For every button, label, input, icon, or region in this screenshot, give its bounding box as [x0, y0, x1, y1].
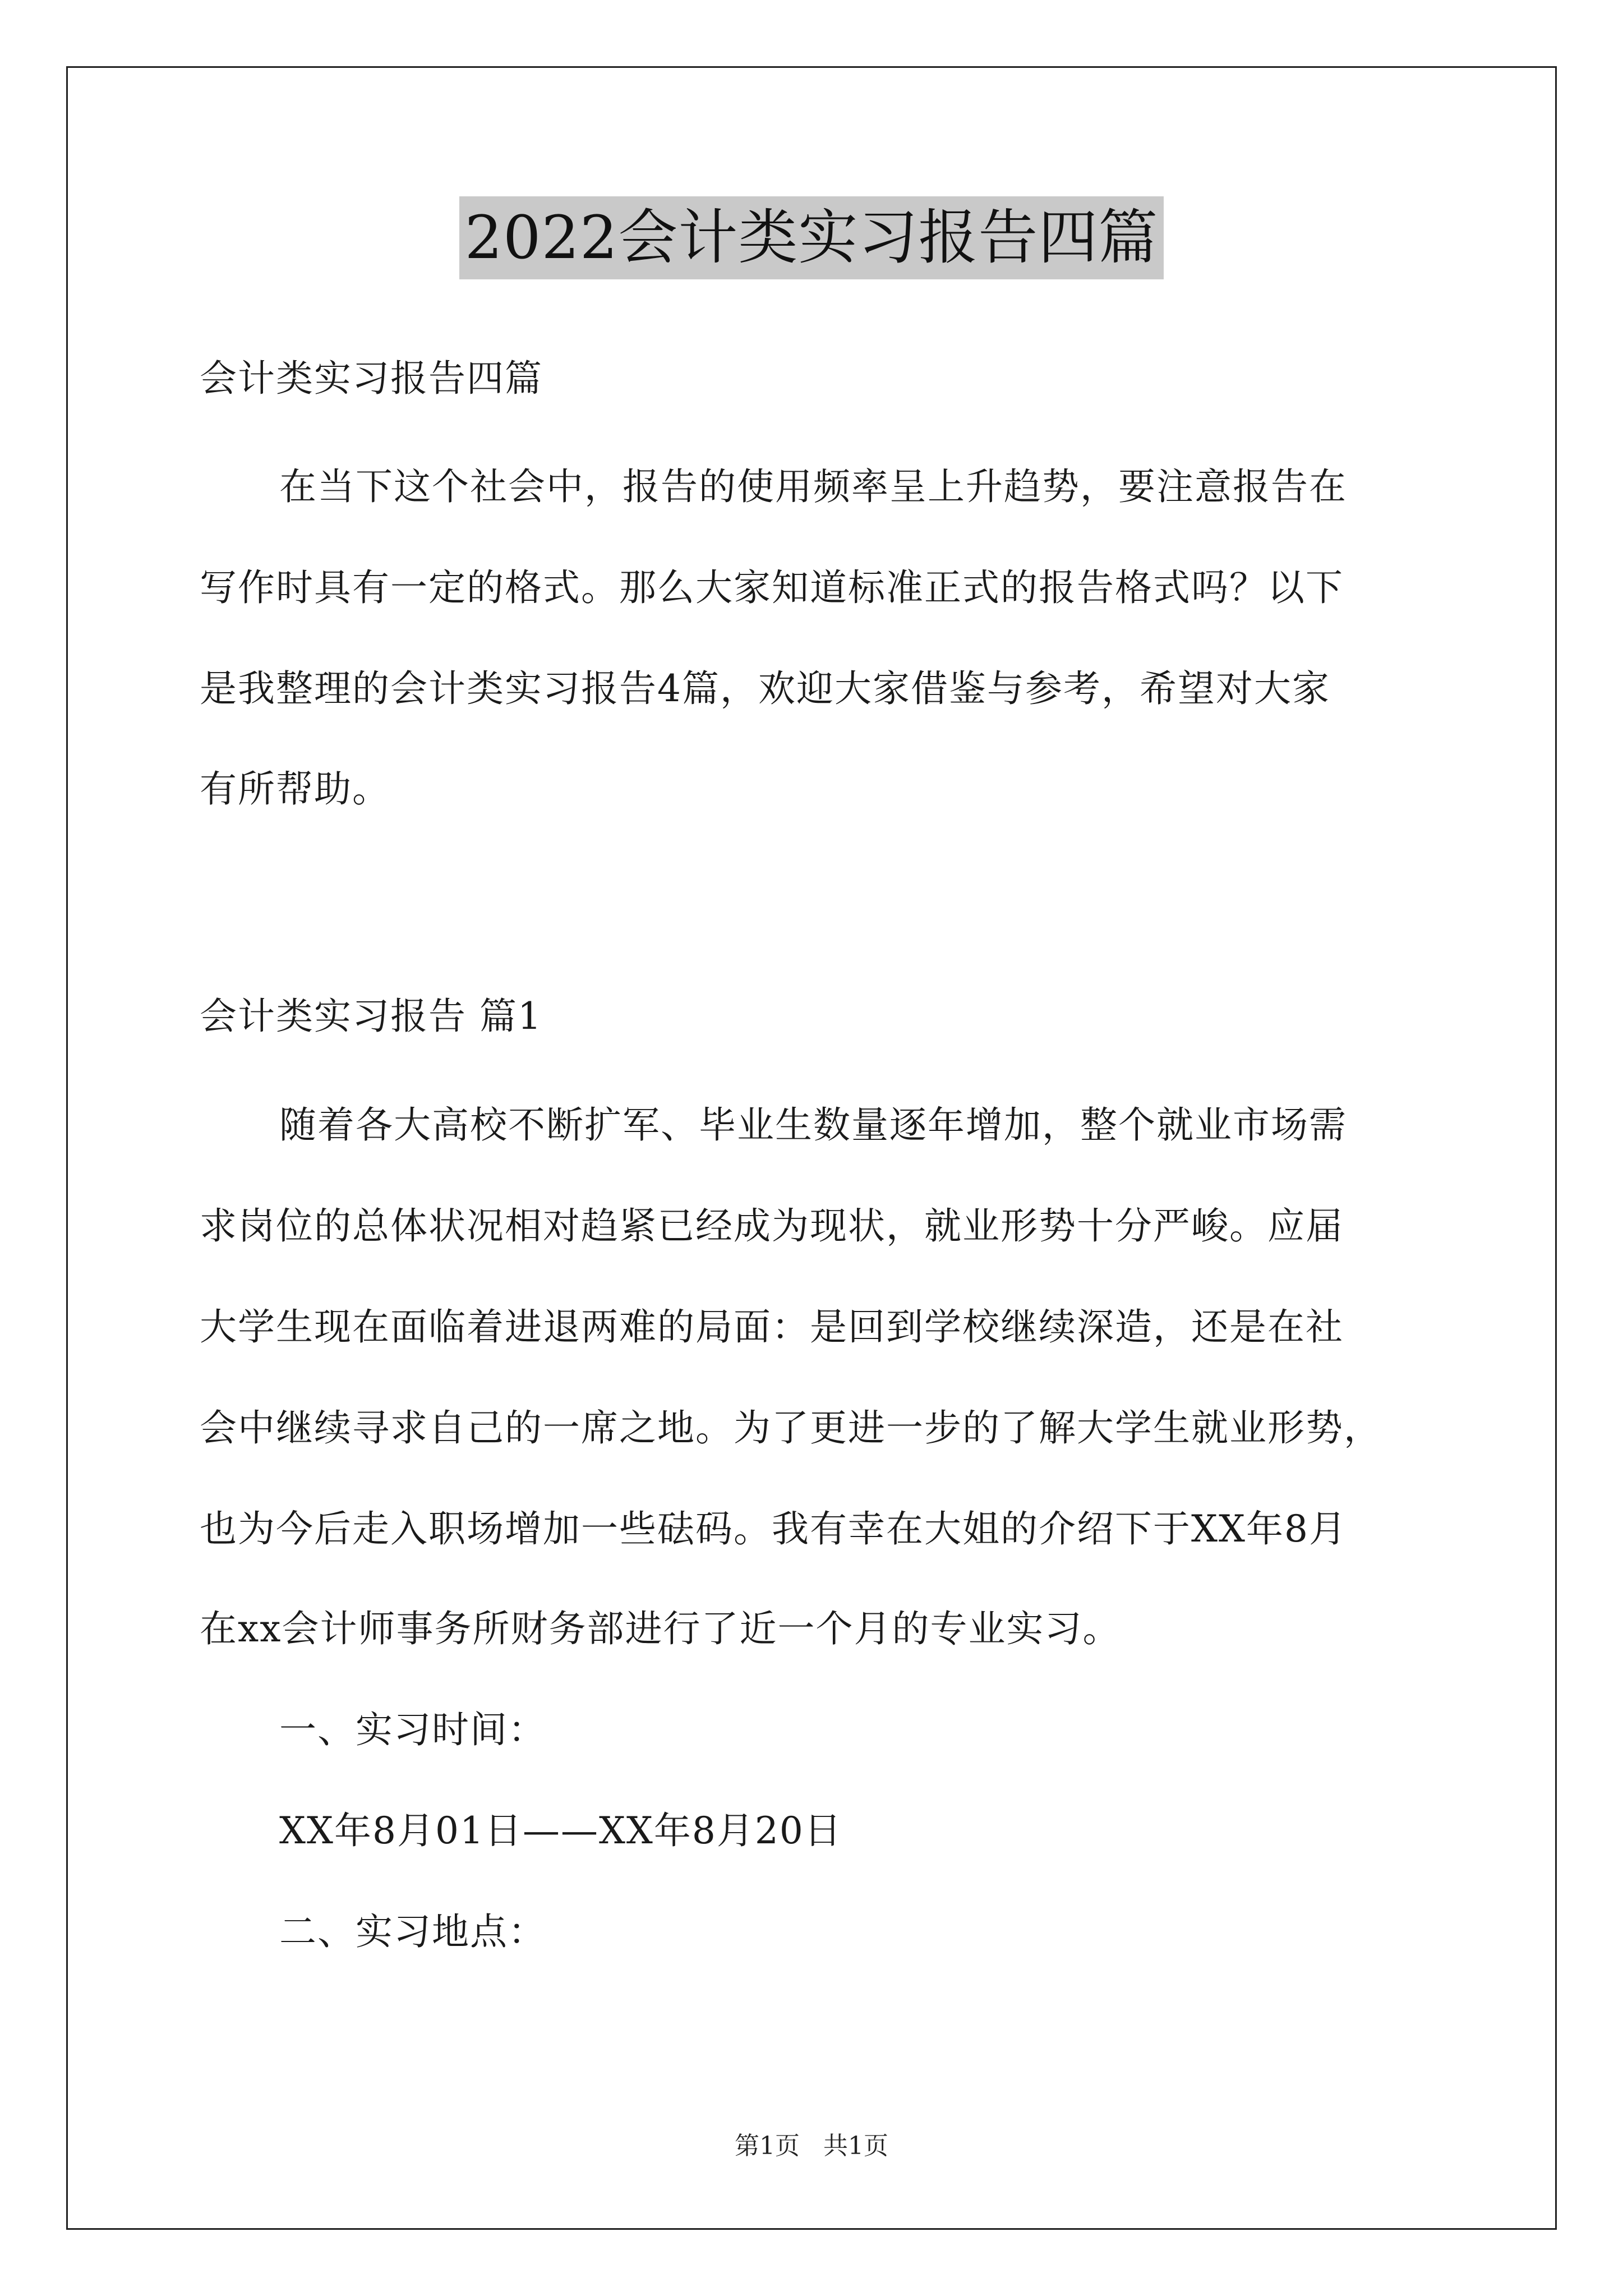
section-heading: 会计类实习报告 篇1 [200, 995, 542, 1038]
section-line-2: 求岗位的总体状况相对趋紧已经成为现状，就业形势十分严峻。应届 [200, 1204, 1344, 1248]
page-number: 第1页 [735, 2132, 800, 2160]
page-total: 共1页 [823, 2132, 888, 2160]
section-line-1: 随着各大高校不断扩军、毕业生数量逐年增加，整个就业市场需 [279, 1103, 1347, 1147]
intro-line-1: 在当下这个社会中，报告的使用频率呈上升趋势，要注意报告在 [279, 465, 1347, 508]
intro-line-3: 是我整理的会计类实习报告4篇，欢迎大家借鉴与参考，希望对大家 [200, 667, 1330, 710]
section-line-3: 大学生现在面临着进退两难的局面：是回到学校继续深造，还是在社 [200, 1305, 1344, 1349]
page-footer [0, 2129, 1623, 2163]
section-line-6: 在xx会计师事务所财务部进行了近一个月的专业实习。 [200, 1607, 1121, 1650]
intro-line-2: 写作时具有一定的格式。那么大家知道标准正式的报告格式吗？以下 [200, 566, 1344, 609]
section-line-4: 会中继续寻求自己的一席之地。为了更进一步的了解大学生就业形势， [200, 1406, 1382, 1450]
intro-line-4: 有所帮助。 [200, 767, 390, 811]
item-2-heading: 二、实习地点： [279, 1910, 546, 1953]
title-container [0, 196, 1623, 279]
item-1-heading: 一、实习时间： [279, 1708, 546, 1751]
item-1-value: XX年8月01日——XX年8月20日 [279, 1809, 842, 1852]
document-title: 2022会计类实习报告四篇 [459, 196, 1164, 279]
section-line-5: 也为今后走入职场增加一些砝码。我有幸在大姐的介绍下于XX年8月 [200, 1507, 1347, 1550]
subtitle: 会计类实习报告四篇 [200, 357, 543, 400]
